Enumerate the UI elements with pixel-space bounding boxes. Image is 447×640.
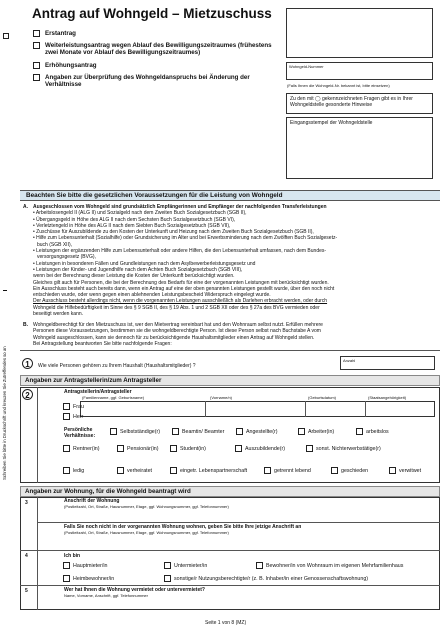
- q4-title: Ich bin: [64, 553, 81, 559]
- question-number-2: 2: [22, 389, 33, 400]
- col-geburtsdatum: (Geburtsdatum): [308, 395, 337, 400]
- divider: [20, 585, 440, 586]
- divider: [20, 350, 440, 351]
- col-staatsangehoerigkeit: (Staatsangehörigkeit): [368, 395, 407, 400]
- fold-mark: [3, 290, 7, 291]
- option-untermieter[interactable]: Untermieter/in: [164, 562, 207, 570]
- option-frau[interactable]: Frau: [63, 403, 84, 411]
- question-number-5: 5: [25, 588, 28, 594]
- sidebar-note: [2, 40, 12, 480]
- option-beamter[interactable]: Beamtin/ Beamter: [172, 428, 224, 436]
- checkbox[interactable]: [170, 467, 177, 474]
- checkbox[interactable]: [33, 74, 40, 81]
- option-arbeiter[interactable]: Arbeiter(in): [298, 428, 334, 436]
- q5-title: Wer hat Ihnen die Wohnung vermietet oder untervermietet?: [64, 587, 205, 593]
- q3b-title: Falls Sie noch nicht in der vorgenannten Wohnung wohnen, geben Sie bitte Ihre jetzige Anschrift an: [64, 524, 302, 530]
- option-student[interactable]: Student(in): [170, 445, 206, 453]
- prereq-a-label: A.: [23, 204, 28, 210]
- checkbox[interactable]: [306, 445, 313, 452]
- page-footer: Seite 1 von 8 (MZ): [205, 620, 247, 626]
- antragsteller-header: Angaben zur Antragstellerin/zum Antragsteller: [20, 375, 440, 386]
- checkbox[interactable]: [164, 562, 171, 569]
- checkbox[interactable]: [298, 428, 305, 435]
- option-ledig[interactable]: ledig: [63, 467, 84, 475]
- option-arbeitslos[interactable]: arbeitslos: [356, 428, 389, 436]
- eingangsstempel-box: Eingangsstempel der Wohngeldstelle: [286, 117, 433, 179]
- checkbox[interactable]: [110, 428, 117, 435]
- divider: [37, 387, 38, 483]
- name-fields[interactable]: [80, 401, 435, 417]
- option-lebenspartnerschaft[interactable]: eingetr. Lebenspartnerschaft: [170, 467, 247, 475]
- option-pensionaer[interactable]: Pensionär(in): [117, 445, 159, 453]
- checkbox[interactable]: [264, 467, 271, 474]
- option-geschieden[interactable]: geschieden: [331, 467, 368, 475]
- checkbox[interactable]: [63, 562, 70, 569]
- col-familienname: (Familienname, ggf. Geburtsname): [82, 395, 145, 400]
- sidebar-note-text: Schreiben Sie bitte in Druckschrift und kreuzen Sie Zutreffendes so an: [2, 346, 7, 480]
- option-rentner[interactable]: Rentner(in): [63, 445, 100, 453]
- divider: [365, 401, 366, 417]
- q3-sub: (Postleitzahl, Ort, Straße, Hausnummer, Etage, ggf. Wohnungsnummer, ggf. Telefonnummer): [64, 504, 229, 509]
- checkbox[interactable]: [33, 62, 40, 69]
- prereq-b-text: Wohngeldberechtigt für den Mietzuschuss ist, wer den Mietvertrag vereinbart hat und den Wohnraum selbst nutzt. Erfüllen mehrere Personen diese Voraussetzungen, bestimmen sie die wohngeldberechtigte Person. Ist diese Person selbst nach Buchstabe A vom Wohngeld ausgeschlossen, kann sie dennoch für zu berücksichtigende Haushaltsmitglieder einen Antrag auf Wohngeld stellen. Bei Antragstellung beantworten Sie bitte nachfolgende Fragen:: [33, 322, 323, 347]
- page-title: Antrag auf Wohngeld – Mietzuschuss: [32, 6, 272, 21]
- divider: [37, 497, 38, 610]
- checkbox[interactable]: [63, 403, 70, 410]
- checkbox[interactable]: [164, 575, 171, 582]
- option-heimbewohner[interactable]: Heimbewohner/in: [63, 575, 114, 583]
- checkbox[interactable]: [331, 467, 338, 474]
- option-hauptmieter[interactable]: Hauptmieter/in: [63, 562, 107, 570]
- wohnung-header: Angaben zur Wohnung, für die Wohngeld beantragt wird: [20, 486, 440, 497]
- checkbox[interactable]: [117, 467, 124, 474]
- checkbox[interactable]: [63, 413, 70, 420]
- option-verwitwet[interactable]: verwitwet: [389, 467, 421, 475]
- option-verheiratet[interactable]: verheiratet: [117, 467, 152, 475]
- option-nichterwerbstaetige[interactable]: sonst. Nichterwerbstätige(r): [306, 445, 381, 453]
- option-bewohner-eigenes-haus[interactable]: Bewohner/in von Wohnraum im eigenen Mehrfamilienhaus: [256, 562, 403, 570]
- checkbox[interactable]: [63, 445, 70, 452]
- question-number-1: 1: [22, 358, 33, 369]
- wohngeld-nummer-hint: (Falls Ihnen die Wohngeld-Nr. bekannt ist, bitte einsetzen): [287, 83, 390, 88]
- q3b-sub: (Postleitzahl, Ort, Straße, Hausnummer, Etage, ggf. Wohnungsnummer, ggf. Telefonnummer): [64, 530, 229, 535]
- checkbox[interactable]: [356, 428, 363, 435]
- checkbox[interactable]: [63, 467, 70, 474]
- prereq-header: Beachten Sie bitte die gesetzlichen Voraussetzungen für die Leistung von Wohngeld: [20, 190, 440, 201]
- checkbox[interactable]: [117, 445, 124, 452]
- question-1-text: Wie viele Personen gehören zu Ihrem Haushalt (Haushaltsmitglieder) ?: [38, 363, 196, 369]
- wohngeld-nummer-field[interactable]: Wohngeld-Nummer: [286, 62, 433, 80]
- checkbox[interactable]: [33, 42, 40, 49]
- persoenliche-verhaeltnisse-label: Persönliche Verhältnisse:: [64, 427, 96, 439]
- divider: [20, 550, 440, 551]
- option-herr[interactable]: Herr: [63, 413, 83, 421]
- option-selbststaendig[interactable]: Selbstständige(r): [110, 428, 160, 436]
- question-number-4: 4: [25, 553, 28, 559]
- divider: [205, 401, 206, 417]
- sidebar-example-checkbox: [3, 33, 9, 39]
- prereq-a-text: Ausgeschlossen vom Wohngeld sind grundsätzlich Empfängerinnen und Empfänger der nachfolgenden Transferleistungen • Arbeitslosengeld II (ALG II) und Sozialgeld nach dem Zweiten Buch Sozialgesetzbuch (SGB II), • Übergangsgeld in Höhe des ALG II nach dem Sechsten Buch Sozialgesetzbuch (SGB VI), • Verletztengeld in Höhe des ALG II nach dem Siebten Buch Sozialgesetzbuch (SGB VII), • Zuschüsse für Auszubildende zu den Kosten der Unterkunft und Heizung nach dem Zweiten Buch Sozialgesetzbuch (SGB II), • Hilfe zum Lebensunterhalt (Sozialhilfe) oder Grundsicherung im Alter und bei Erwerbsminderung nach dem Zwölften Buch Sozialgesetz- buch (SGB XII), • Leistungen der ergänzenden Hilfe zum Lebensunterhalt oder andere Hilfen, die den Lebensunterhalt umfassen, nach dem Bundes- versorgungsgesetz (BVG), • Leistungen in besonderen Fällen und Grundleistungen nach dem Asylbewerberleistungsgesetz und • Leistungen der Kinder- und Jugendhilfe nach dem Achten Buch Sozialgesetzbuch (SGB VIII), wenn bei der Berechnung dieser Leistung die Kosten der Unterkunft berücksichtigt wurden. Gleiches gilt auch für Personen, die bei der Berechnung des Bedarfs für eine der vorgenannten Leistungen mit berücksichtigt wurden. Ein Ausschluss besteht auch bereits dann, wenn ein Antrag auf eine der oben genannten Leistungen gestellt wurde, über den noch nicht entschieden wurde, oder wenn gegen einen ablehnenden Leistungsbescheid Widerspruch eingelegt wurde. Der Ausschluss besteht allerdings nicht, wenn die vorgenannten Leistungen ausschließlich als Darlehen erbracht werden, oder durch Wohngeld die Hilfebedürftigkeit im Sinne des § 9 SGB II, des § 19 Abs. 1 und 2 SGB XII oder des § 27a des BVG vermieden oder beseitigt werden kann.: [33, 204, 338, 318]
- divider: [37, 522, 440, 523]
- divider: [305, 401, 306, 417]
- option-auszubildende[interactable]: Auszubildende(r): [235, 445, 285, 453]
- checkbox[interactable]: [170, 445, 177, 452]
- checkbox[interactable]: [236, 428, 243, 435]
- checkbox[interactable]: [33, 30, 40, 37]
- checkbox[interactable]: [389, 467, 396, 474]
- checkbox[interactable]: [256, 562, 263, 569]
- circle-hint-box: Zu den mit ◯ gekennzeichneten Fragen gibt es in Ihrer Wohngeldstelle gesonderte Hinweise: [286, 93, 433, 114]
- checkbox[interactable]: [172, 428, 179, 435]
- col-vorname: (Vorname/n): [210, 395, 233, 400]
- prereq-b-label: B.: [23, 322, 28, 328]
- question-number-3: 3: [25, 500, 28, 506]
- checkbox[interactable]: [235, 445, 242, 452]
- option-getrennt-lebend[interactable]: getrennt lebend: [264, 467, 311, 475]
- option-angestellte[interactable]: Angestellte(r): [236, 428, 278, 436]
- q5-sub: Name, Vorname, Anschrift, ggf. Telefonnummer: [64, 593, 148, 598]
- option-sonstige-nutzungsberechtigte[interactable]: sonstige/r Nutzungsberechtigte/r (z. B. Inhaber/in einer Genossenschaftswohnung): [164, 575, 368, 583]
- q3-title: Anschrift der Wohnung: [64, 498, 120, 504]
- office-use-box: [286, 8, 433, 58]
- household-count-field[interactable]: Anzahl: [340, 356, 435, 370]
- checkbox[interactable]: [63, 575, 70, 582]
- antragsteller-title: Antragstellerin/Antragsteller: [64, 389, 132, 395]
